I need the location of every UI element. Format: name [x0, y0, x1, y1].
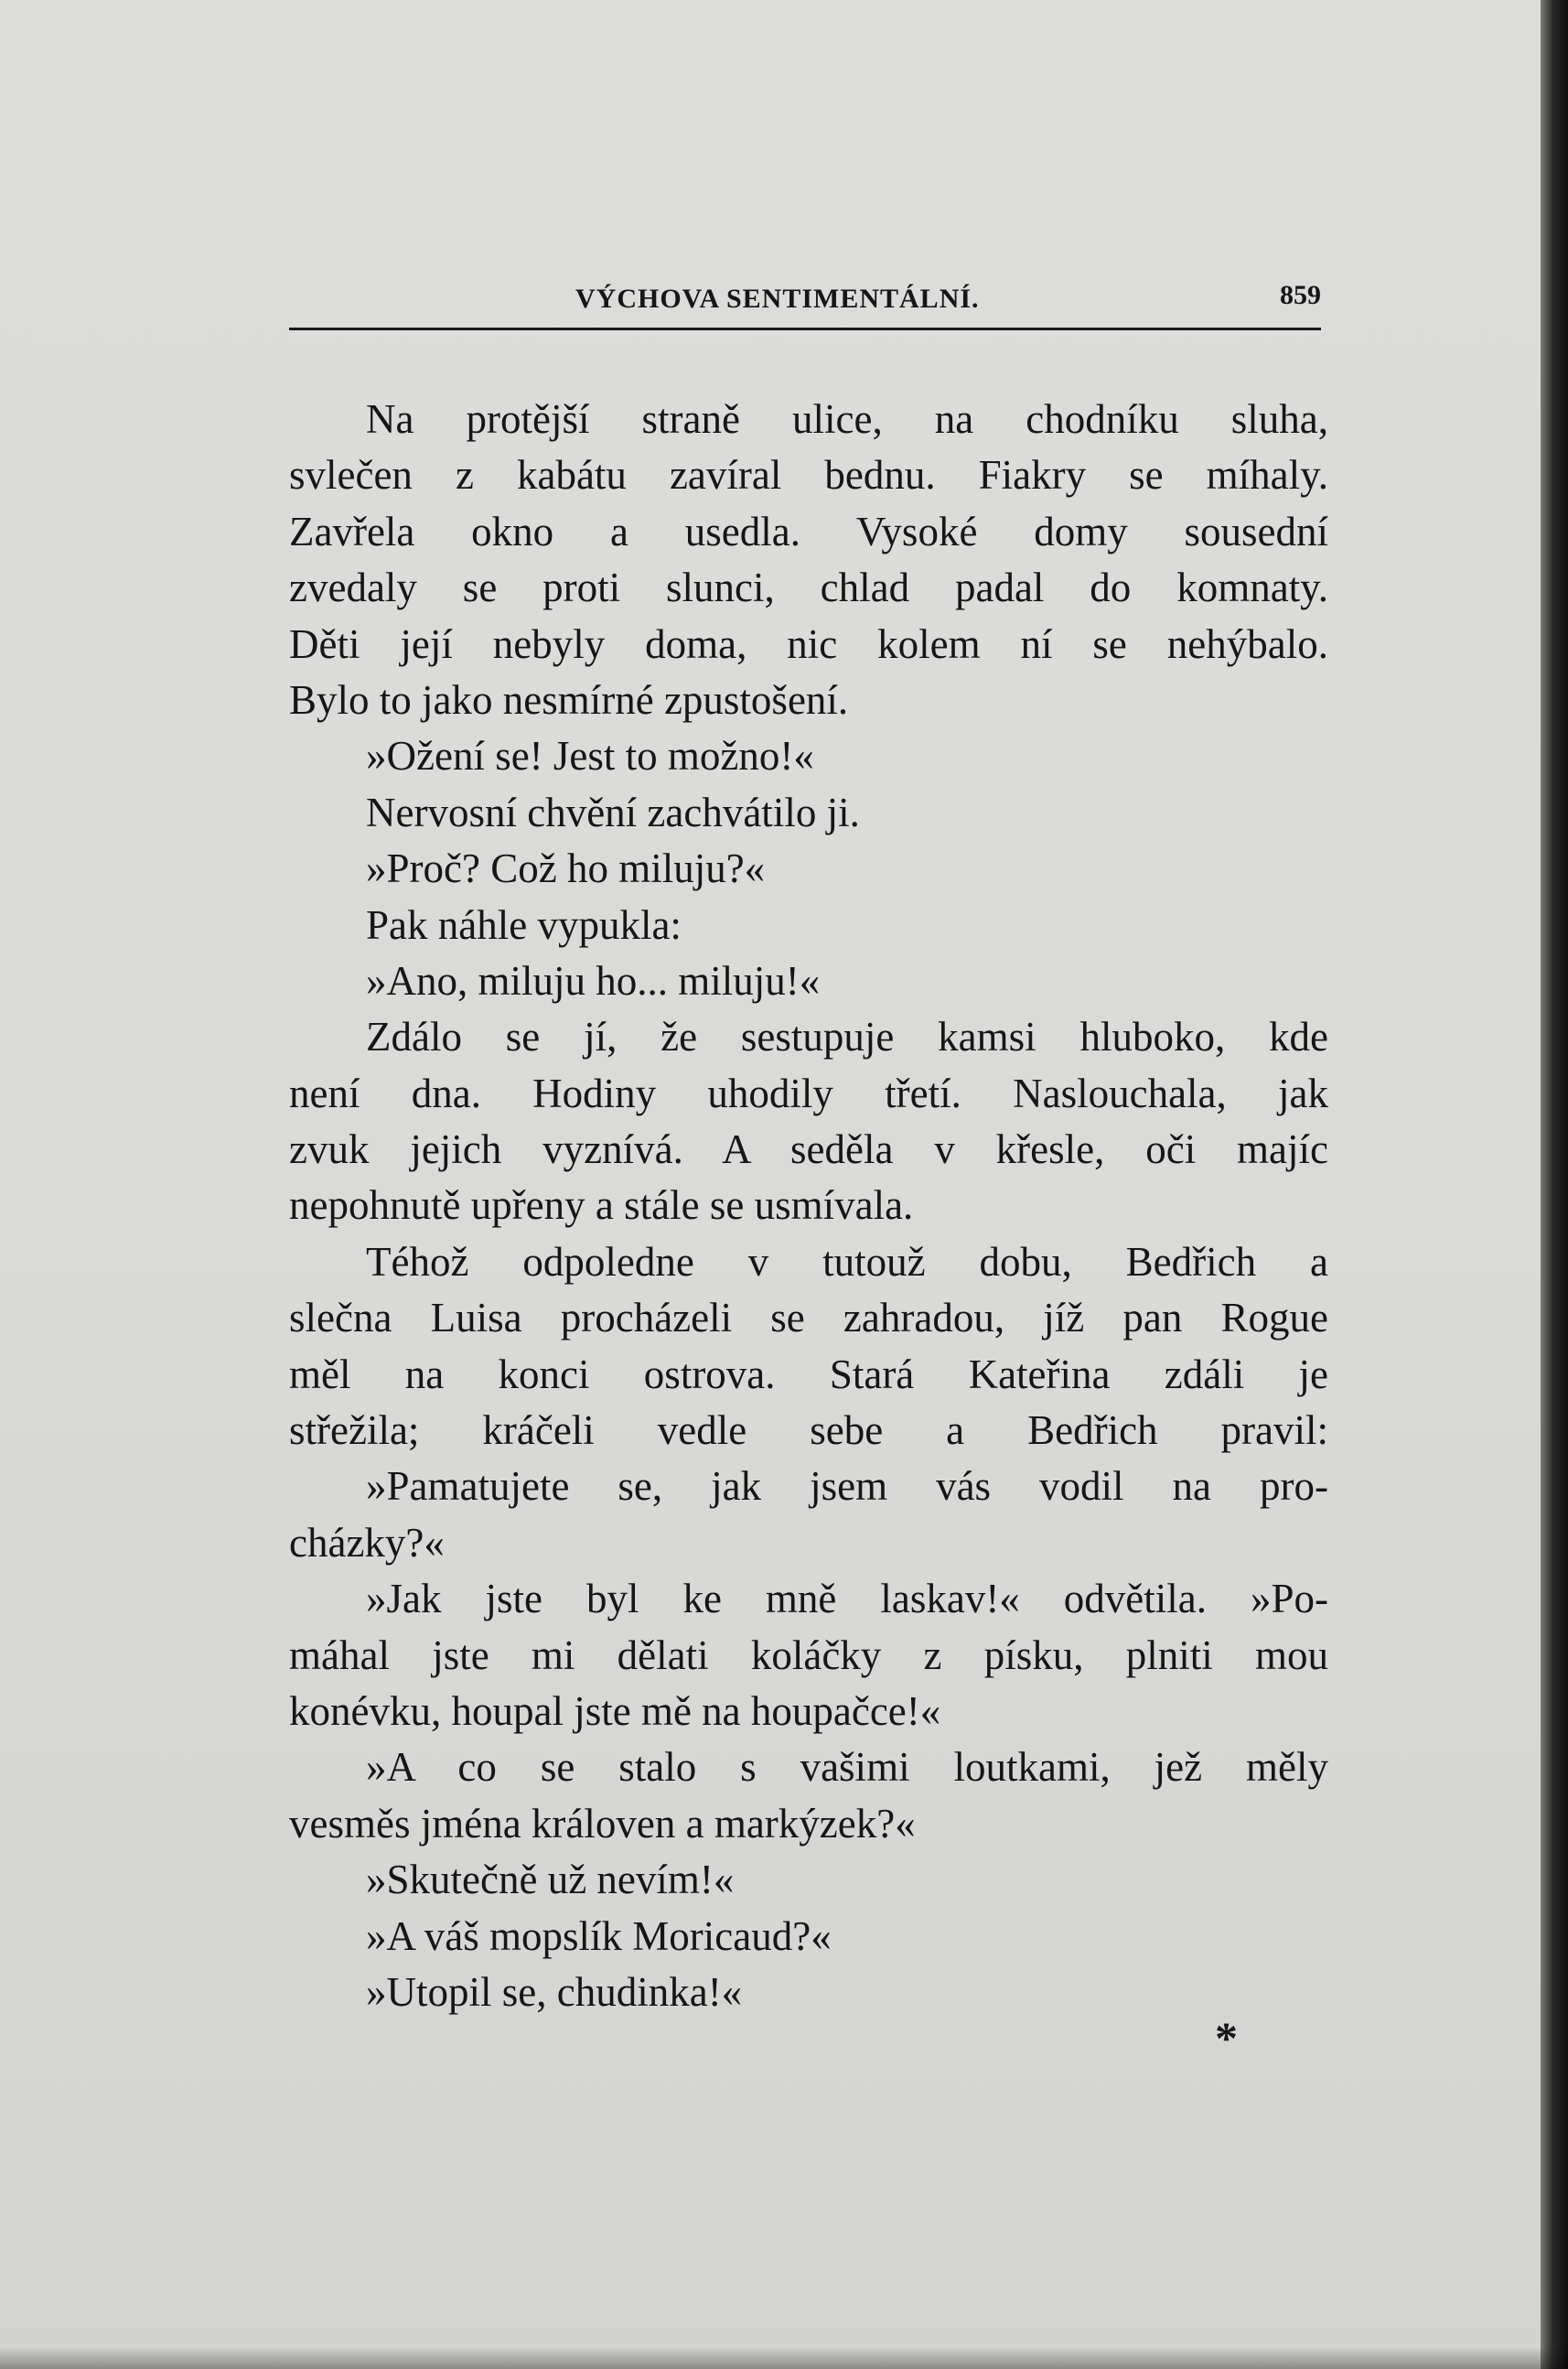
text-line: »A váš mopslík Moricaud?« — [366, 1912, 832, 1959]
text-line: Bylo to jako nesmírné zpustošení. — [289, 676, 849, 723]
text-line: máhal jste mi dělati koláčky z písku, plniti mou — [289, 1631, 1328, 1678]
page-number: 859 — [1280, 280, 1321, 310]
text-line: nepohnutě upřeny a stále se usmívala. — [289, 1182, 914, 1229]
page-edge-shadow — [1541, 0, 1568, 2369]
text-line: svlečen z kabátu zavíral bednu. Fiakry se míhaly. — [289, 452, 1328, 499]
text-line: »A co se stalo s vašimi loutkami, jež měly — [366, 1744, 1328, 1791]
text-line: Téhož odpoledne v tutouž dobu, Bedřich a — [366, 1238, 1328, 1285]
text-line: »Jak jste byl ke mně laskav!« odvětila. »Po- — [366, 1576, 1328, 1622]
text-line: »Ano, miluju ho... miluju!« — [366, 957, 821, 1004]
text-line: vesměs jména královen a markýzek?« — [289, 1800, 916, 1847]
text-line: měl na konci ostrova. Stará Kateřina zdáli je — [289, 1351, 1328, 1397]
text-line: Zavřela okno a usedla. Vysoké domy sousední — [289, 508, 1328, 555]
text-line: »Ožení se! Jest to možno!« — [366, 733, 814, 780]
text-line: »Utopil se, chudinka!« — [366, 1968, 743, 2015]
text-line: cházky?« — [289, 1519, 445, 1566]
text-line: Děti její nebyly doma, nic kolem ní se nehýbalo. — [289, 620, 1328, 667]
text-line: slečna Luisa procházeli se zahradou, jíž pan Rogue — [289, 1295, 1328, 1341]
page-bottom-shadow — [0, 2347, 1568, 2369]
text-line: »Proč? Což ho miluju?« — [366, 845, 766, 892]
text-line: střežila; kráčeli vedle sebe a Bedřich pravil: — [289, 1407, 1328, 1454]
running-title: VÝCHOVA SENTIMENTÁLNÍ. — [575, 284, 980, 314]
text-line: Zdálo se jí, že sestupuje kamsi hluboko, kde — [366, 1014, 1328, 1061]
text-line: »Pamatujete se, jak jsem vás vodil na pro- — [366, 1463, 1328, 1510]
text-line: »Skutečně už nevím!« — [366, 1857, 735, 1903]
text-line: Na protější straně ulice, na chodníku sluha, — [366, 396, 1328, 442]
text-line: Nervosní chvění zachvátilo ji. — [366, 789, 860, 835]
text-line: zvedaly se proti slunci, chlad padal do komnaty. — [289, 565, 1328, 611]
text-line: konévku, houpal jste mě na houpačce!« — [289, 1687, 941, 1734]
text-line: Pak náhle vypukla: — [366, 901, 682, 948]
section-ornament: * — [1215, 2012, 1238, 2063]
text-line: není dna. Hodiny uhodily třetí. Naslouchala, jak — [289, 1070, 1328, 1116]
header-rule — [289, 328, 1321, 330]
body-text — [289, 392, 1328, 2020]
running-header — [289, 275, 1321, 329]
text-line: zvuk jejich vyznívá. A seděla v křesle, oči majíc — [289, 1126, 1328, 1173]
